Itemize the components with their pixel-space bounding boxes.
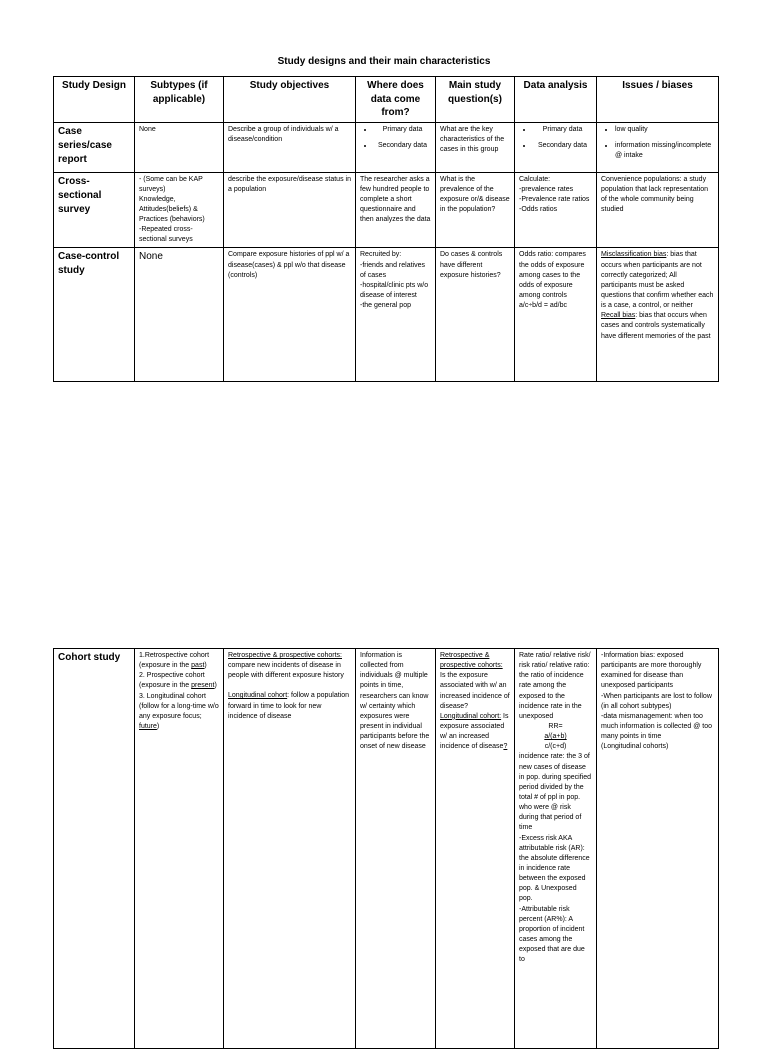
question-case-series: What are the key characteristics of the cases in this group <box>436 122 515 172</box>
issues-cohort <box>597 649 719 1049</box>
objective-longitudinal <box>228 691 351 721</box>
subtype-prospective <box>139 671 219 691</box>
rr-numerator-text: a/(a+b) <box>544 733 567 741</box>
objectives-case-control: Compare exposure histories of ppl w/ a disease(cases) & ppl w/o that disease (controls) <box>224 248 356 382</box>
header-study-design: Study Design <box>54 77 135 123</box>
table-header-row <box>54 77 719 123</box>
header-study-objectives: Study objectives <box>224 77 356 123</box>
source-line: -hospital/clinic pts w/o disease of interest <box>360 281 429 300</box>
header-issues-biases: Issues / biases <box>597 77 719 123</box>
subtype-line: Knowledge, <box>139 195 176 203</box>
list-item: • Primary data <box>533 125 592 135</box>
table-row-cross-sectional <box>54 172 719 248</box>
question-label: Longitudinal cohort: <box>440 712 502 720</box>
source-line: Recruited by: <box>360 251 402 259</box>
objective-text: : follow a population forward in time to look for new incidence of disease <box>228 692 350 720</box>
design-case-series: Case series/case report <box>54 122 135 172</box>
subtype-longitudinal <box>139 692 219 733</box>
issues-list <box>601 125 714 161</box>
rr-denominator: c/(c+d) <box>544 743 567 751</box>
rr-equation: RR= <box>548 722 563 730</box>
list-item: • Secondary data <box>533 141 592 151</box>
list-item: • low quality <box>615 125 714 135</box>
table-row-case-control <box>54 248 719 382</box>
analysis-line: -Odds ratios <box>519 205 558 213</box>
source-line: -the general pop <box>360 302 411 310</box>
study-designs-table <box>53 76 719 382</box>
misclassification-label: Misclassification bias <box>601 251 667 259</box>
page-title: Study designs and their main characteristics <box>277 56 491 67</box>
issues-cross-sectional: Convenience populations: a study population that lack representation of the whole community being studied <box>597 172 719 248</box>
rr-numerator <box>519 732 592 742</box>
objective-label: Retrospective & prospective cohorts: <box>228 652 342 659</box>
subtype-line: Practices (behaviors) <box>139 216 205 224</box>
objectives-cohort <box>224 649 356 1049</box>
issue-line: -data mismanagement: when too much information is collected @ too many points in time <box>601 712 712 741</box>
analysis-case-series <box>515 122 597 172</box>
source-cross-sectional: The researcher asks a few hundred people to complete a short questionnaire and then analyzes the data <box>356 172 436 248</box>
question-cross-sectional: What is the prevalence of the exposure or/& disease in the population? <box>436 172 515 248</box>
table-row-case-series <box>54 122 719 172</box>
list-item: • Primary data <box>374 125 431 135</box>
incidence-rate-def: incidence rate: the 3 of new cases of disease in pop. during specified period divided by the total # of ppl in pop. who were @ risk during that period of time <box>519 753 591 832</box>
header-subtypes: Subtypes (if applicable) <box>135 77 224 123</box>
question-end: ? <box>503 743 508 751</box>
misclassification-text: : bias that occurs when participants are not correctly categorized; All participants must be asked questions that confirm whether each is a case, a control, or neither <box>601 251 714 310</box>
attributable-risk-def: -Excess risk AKA attributable risk (AR): the absolute difference in incidence rate between the exposed pop. & Unexposed pop. <box>519 834 590 903</box>
recall-bias-text: : bias that occurs when cases and controls systematically have different memories of the past <box>601 312 711 340</box>
objectives-cross-sectional: describe the exposure/disease status in a population <box>224 172 356 248</box>
objectives-case-series: Describe a group of individuals w/ a disease/condition <box>224 122 356 172</box>
source-line: -friends and relatives of cases <box>360 261 425 279</box>
question-longitudinal <box>440 712 510 753</box>
analysis-line: Calculate: <box>519 175 551 183</box>
objective-retro-prospective <box>228 651 351 681</box>
question-label: Retrospective & prospective cohorts: <box>440 652 503 670</box>
subtype-text: 2. Prospective cohort (exposure in the <box>139 672 205 690</box>
question-text: Is the exposure associated with w/ an increased incidence of disease? <box>440 672 510 710</box>
subtype-line: -Repeated cross-sectional surveys <box>139 226 193 244</box>
subtype-emph: future <box>139 722 157 730</box>
objective-text: compare new incidents of disease in people with different exposure history <box>228 662 344 680</box>
objective-label: Longitudinal cohort <box>228 692 288 700</box>
attributable-risk-percent-def: -Attributable risk percent (AR%): A proportion of incident cases among the exposed that are due to <box>519 905 585 964</box>
table-row-cohort <box>54 649 719 1049</box>
source-cohort: Information is collected from individuals @ multiple points in time, researchers can know w/ certainty which exposures were present in individual participants before the onset of new disease <box>356 649 436 1049</box>
cohort-study-table <box>53 648 719 1049</box>
design-cross-sectional: Cross-sectional survey <box>54 172 135 248</box>
analysis-line: a/c÷b/d = ad/bc <box>519 302 568 310</box>
analysis-cross-sectional <box>515 172 597 248</box>
subtype-text: ) <box>214 682 217 690</box>
header-data-source: Where does data come from? <box>356 77 436 123</box>
issues-case-control <box>597 248 719 382</box>
analysis-line: Odds ratio: compares the odds of exposure among cases to the odds of exposure among controls <box>519 251 586 300</box>
question-case-control: Do cases & controls have different exposure histories? <box>436 248 515 382</box>
subtypes-cohort <box>135 649 224 1049</box>
subtype-text: ) <box>156 722 160 730</box>
issues-case-series <box>597 122 719 172</box>
list-item: • Secondary data <box>374 141 431 151</box>
design-case-control: Case-control study <box>54 248 135 382</box>
subtype-line: - (Some can be KAP surveys) <box>139 175 203 193</box>
question-cohort <box>436 649 515 1049</box>
analysis-case-control <box>515 248 597 382</box>
subtype-emph: present <box>191 682 215 690</box>
subtype-text: 1.Retrospective cohort (exposure in the <box>139 652 210 670</box>
source-list <box>360 125 431 151</box>
issue-line: (Longitudinal cohorts) <box>601 743 669 751</box>
header-main-question: Main study question(s) <box>436 77 515 123</box>
source-case-series <box>356 122 436 172</box>
subtype-emph: past <box>191 662 205 670</box>
subtype-retrospective <box>139 651 219 671</box>
subtype-text: 3. Longitudinal cohort (follow for a long-time w/o any exposure focus; <box>139 692 219 720</box>
recall-bias-label: Recall bias <box>601 312 636 320</box>
analysis-list <box>519 125 592 151</box>
subtype-text: ) <box>204 662 207 670</box>
subtype-line: Attitudes(beliefs) & <box>139 205 198 213</box>
rate-ratio-def: Rate ratio/ relative risk/ risk ratio/ relative ratio: the ratio of incidence rate among the exposed to the incidence rate in the unexposed <box>519 652 591 720</box>
subtypes-case-series: None <box>135 122 224 172</box>
analysis-line: -Prevalence rate ratios <box>519 195 590 203</box>
analysis-line: -prevalence rates <box>519 185 574 193</box>
header-data-analysis: Data analysis <box>515 77 597 123</box>
question-retro-prospective <box>440 651 510 712</box>
analysis-cohort <box>515 649 597 1049</box>
source-case-control <box>356 248 436 382</box>
design-cohort: Cohort study <box>54 649 135 1049</box>
question-text: Is exposure associated w/ an increased incidence of disease <box>440 712 509 751</box>
subtypes-cross-sectional <box>135 172 224 248</box>
subtypes-case-control: None <box>135 248 224 382</box>
issue-line: -Information bias: exposed participants are more thoroughly examined for disease than unexposed participants <box>601 652 702 690</box>
list-item: • information missing/incomplete @ intake <box>615 141 714 161</box>
issue-line: -When participants are lost to follow (in all cohort subtypes) <box>601 692 712 710</box>
